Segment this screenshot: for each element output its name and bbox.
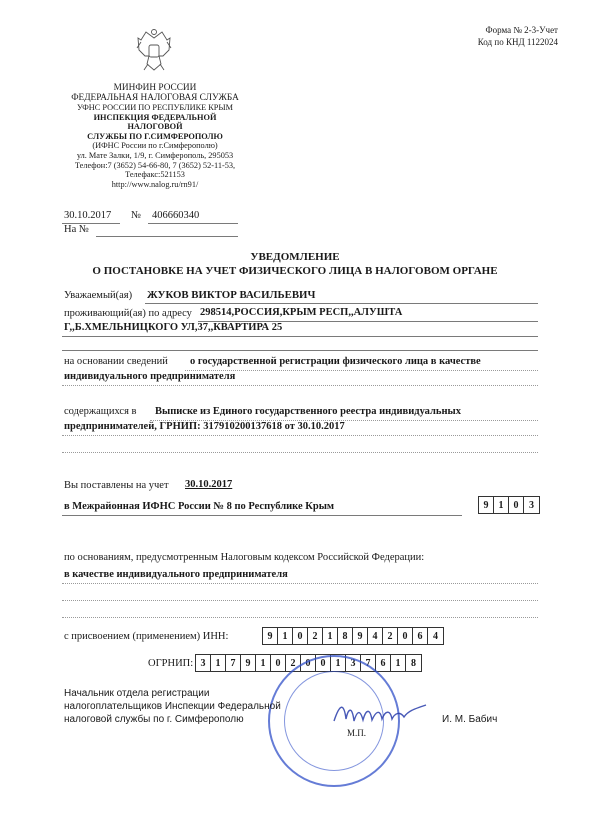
ogrnip-digit: 1 <box>256 655 271 671</box>
doc-number-label: № <box>131 210 142 221</box>
greeting-label: Уважаемый(ая) <box>64 290 133 301</box>
inn-digit: 1 <box>278 628 293 644</box>
ogrnip-digit: 6 <box>376 655 391 671</box>
inn-digit: 9 <box>263 628 278 644</box>
knd-code: Код по КНД 1122024 <box>477 37 558 47</box>
inn-digit: 0 <box>398 628 413 644</box>
inn-digit: 6 <box>413 628 428 644</box>
registered-label: Вы поставлены на учет <box>64 480 169 491</box>
handwritten-signature-icon <box>330 695 430 733</box>
address-line-1: 298514,РОССИЯ,КРЫМ РЕСП,,АЛУШТА <box>200 307 403 318</box>
ogrnip-digit: 1 <box>391 655 406 671</box>
basis-text-2: индивидуального предпринимателя <box>64 371 236 382</box>
code-digit: 1 <box>494 497 509 513</box>
inspection-name-1: ИНСПЕКЦИЯ ФЕДЕРАЛЬНОЙ НАЛОГОВОЙ <box>93 112 217 132</box>
seal-place-label: М.П. <box>347 728 367 738</box>
ogrnip-digit: 0 <box>316 655 331 671</box>
inn-digit: 4 <box>368 628 383 644</box>
signatory-title-3: налоговой службы по г. Симферополю <box>64 714 244 725</box>
doc-subtitle: О ПОСТАНОВКЕ НА УЧЕТ ФИЗИЧЕСКОГО ЛИЦА В НАЛОГОВОМ ОРГАНЕ <box>92 265 498 277</box>
ogrnip-digit: 0 <box>301 655 316 671</box>
authority-header <box>70 83 240 189</box>
inspection-fax: Телефакс:521153 <box>125 170 185 180</box>
inspection-name-2: СЛУЖБЫ ПО Г.СИМФЕРОПОЛЮ <box>87 131 223 141</box>
ogrnip-digit: 8 <box>411 657 416 669</box>
inn-digit: 0 <box>293 628 308 644</box>
contained-text-2: предпринимателей, ГРНИП: 317910200137618 от 30.10.2017 <box>64 421 345 432</box>
ogrnip-digit: 0 <box>271 655 286 671</box>
ogrnip-digit: 1 <box>331 655 346 671</box>
inn-label: с присвоением (применением) ИНН: <box>64 631 229 642</box>
doc-date: 30.10.2017 <box>64 210 112 221</box>
basis-label: на основании сведений <box>64 356 168 367</box>
person-name: ЖУКОВ ВИКТОР ВАСИЛЬЕВИЧ <box>147 289 316 301</box>
code-digit: 9 <box>479 497 494 513</box>
doc-title: УВЕДОМЛЕНИЕ <box>250 251 340 263</box>
inn-digit: 8 <box>338 628 353 644</box>
ogrnip-digit: 9 <box>241 655 256 671</box>
code-digit: 3 <box>529 499 534 511</box>
ogrnip-digit: 2 <box>286 655 301 671</box>
inn-digit: 9 <box>353 628 368 644</box>
reply-to-label: На № <box>64 224 89 235</box>
tax-office-code <box>478 496 540 514</box>
grounds-label: по основаниям, предусмотренным Налоговым кодексом Российской Федерации: <box>64 552 425 563</box>
inspection-address: ул. Мате Залки, 1/9, г. Симферополь, 295053 <box>76 150 234 160</box>
ogrnip-digit: 1 <box>211 655 226 671</box>
ogrnip-digit: 3 <box>196 655 211 671</box>
inn-digit: 4 <box>433 630 438 642</box>
ministry-name: МИНФИН РОССИИ <box>113 83 197 93</box>
code-digit: 0 <box>509 497 524 513</box>
inspection-website: http://www.nalog.ru/rn91/ <box>111 179 199 189</box>
basis-text-1: о государственной регистрации физического лица в качестве <box>190 356 481 367</box>
inn-digit: 1 <box>323 628 338 644</box>
inn-digit: 2 <box>383 628 398 644</box>
address-line-2: Г,,Б.ХМЕЛЬНИЦКОГО УЛ,37,,КВАРТИРА 25 <box>64 322 283 333</box>
signatory-name: И. М. Бабич <box>442 714 498 725</box>
inspection-short-name: (ИФНС России по г.Симферополю) <box>92 141 218 151</box>
contained-label: содержащихся в <box>64 406 137 417</box>
inn-cells <box>262 627 444 645</box>
ogrnip-digit: 3 <box>346 655 361 671</box>
coat-of-arms-icon <box>133 28 175 74</box>
signatory-title-1: Начальник отдела регистрации <box>64 688 210 699</box>
ogrnip-digit: 7 <box>361 655 376 671</box>
ufns-name: УФНС РОССИИ ПО РЕСПУБЛИКЕ КРЫМ <box>76 103 234 112</box>
inspection-phone: Телефон:7 (3652) 54-66-80, 7 (3652) 52-11-53, <box>74 160 236 170</box>
form-number: Форма № 2-3-Учет <box>485 25 558 35</box>
inn-digit: 2 <box>308 628 323 644</box>
contained-text-1: Выписке из Единого государственного реестра индивидуальных <box>155 406 461 417</box>
registration-date: 30.10.2017 <box>185 479 233 490</box>
doc-number: 406660340 <box>152 210 200 221</box>
service-name: ФЕДЕРАЛЬНАЯ НАЛОГОВАЯ СЛУЖБА <box>71 93 239 103</box>
tax-office-name: в Межрайонная ИФНС России № 8 по Республике Крым <box>64 501 335 512</box>
residing-label: проживающий(ая) по адресу <box>64 308 192 319</box>
signatory-title-2: налогоплательщиков Инспекции Федеральной <box>64 701 281 712</box>
ogrnip-digit: 7 <box>226 655 241 671</box>
grounds-text: в качестве индивидуального предпринимателя <box>64 569 288 580</box>
ogrnip-label: ОГРНИП: <box>148 658 194 669</box>
